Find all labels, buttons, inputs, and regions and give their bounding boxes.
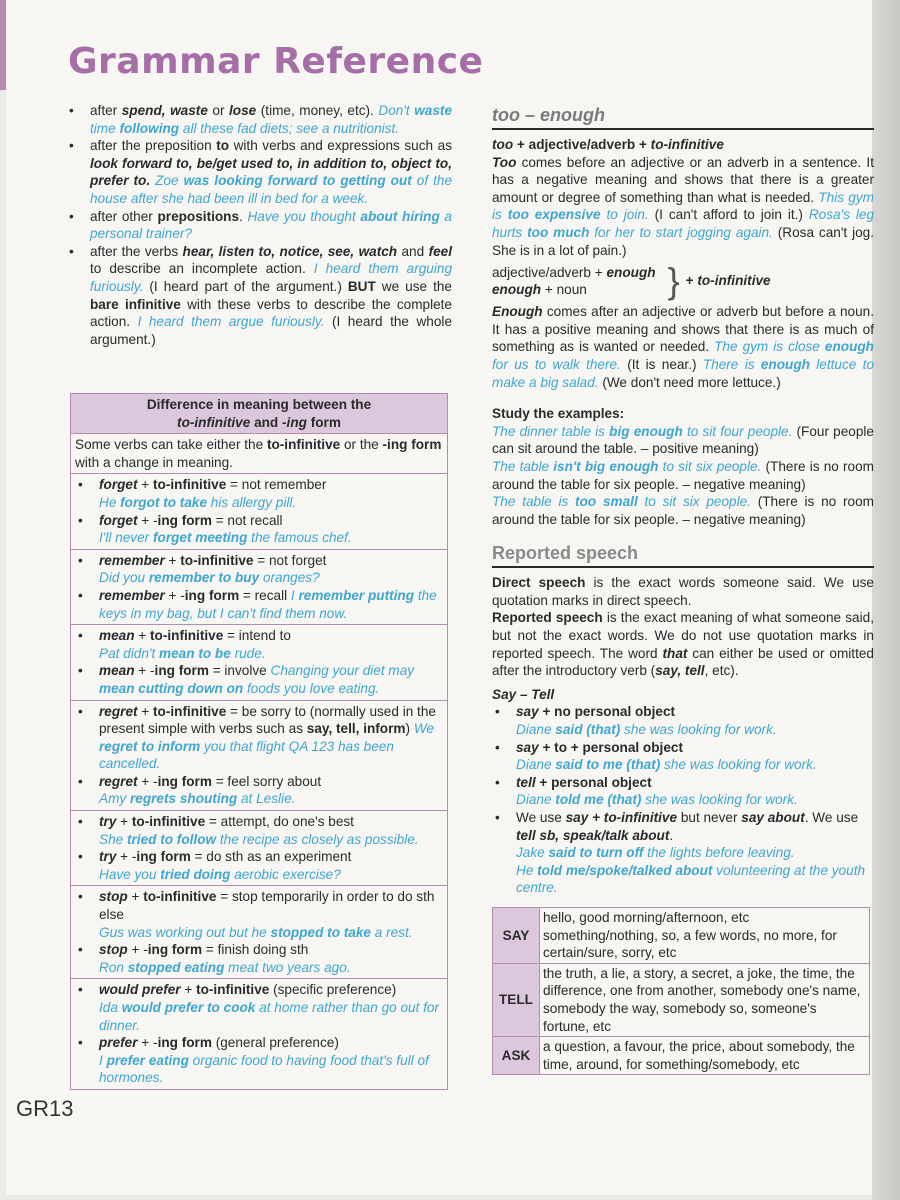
form: ing form: [157, 1035, 212, 1051]
keyword: that: [662, 645, 688, 661]
form: to-infinitive: [196, 982, 270, 998]
example-text: all these fad diets; see a nutritionist.: [179, 120, 400, 136]
form: to-infinitive: [180, 552, 254, 568]
keyword: enough: [606, 264, 656, 280]
keyword: say about: [741, 810, 805, 825]
example-keyword: enough: [760, 356, 810, 372]
example-keyword: too expensive: [507, 207, 601, 223]
text: +: [164, 552, 181, 568]
heading-text: Difference in meaning between the: [146, 397, 372, 412]
section-heading-reported-speech: Reported speech: [492, 542, 874, 568]
formula-right: [686, 272, 771, 290]
formula-enough: [492, 260, 874, 302]
text: is the exact words someone said. We use quotation marks in direct speech.: [492, 575, 874, 608]
keyword: to-infinitive: [266, 437, 341, 453]
text: after the verbs: [90, 243, 183, 259]
keyword: say, tell: [655, 663, 705, 679]
text: (Rosa can't jog. She is in a lot of pain.): [492, 224, 874, 258]
example-text: meat two years ago.: [224, 959, 351, 975]
example-keyword: isn't big enough: [553, 458, 659, 474]
example-text: She: [99, 831, 127, 847]
list-item: [75, 476, 443, 511]
say-tell-ask-table: [492, 907, 870, 1075]
form: to-infinitive: [150, 628, 224, 644]
verb: forget: [99, 512, 138, 528]
formula-text: + no personal object: [538, 704, 676, 720]
list-item: [75, 587, 443, 622]
example-keyword: regret to inform: [99, 738, 201, 754]
form: ing form: [136, 849, 191, 865]
keyword: too: [492, 137, 514, 152]
heading-text: form: [306, 414, 341, 430]
table-value-cell: hello, good morning/afternoon, etc something/nothing, so, a few words, no more, for certain/sure, sorry, etc: [540, 907, 870, 963]
verb: try: [99, 849, 117, 865]
list-item: [75, 773, 443, 808]
verb: mean: [99, 628, 135, 644]
example-keyword: stopped to take: [270, 924, 371, 940]
formula-text: + adjective/adverb +: [513, 137, 651, 152]
verb: try: [99, 814, 117, 830]
verb-section-forget: [71, 474, 447, 549]
text: + -: [137, 773, 158, 789]
example-text: the famous chef.: [247, 530, 352, 546]
meaning: = feel sorry about: [211, 773, 322, 789]
list-item: [75, 813, 443, 848]
example-text: the lights before leaving.: [643, 845, 795, 861]
form: ing form: [147, 942, 203, 958]
table-value-cell: the truth, a lie, a story, a secret, a joke, the time, the difference, one from another, somebody one's name, somebody the way, somebody so, someone's fortune, etc: [540, 963, 870, 1036]
say-tell-list: [492, 703, 874, 897]
keyword: Direct speech: [492, 575, 586, 591]
paragraph-too: [492, 154, 874, 260]
page-number: GR13: [16, 1096, 74, 1121]
text: or: [207, 103, 230, 118]
list-item: [66, 102, 452, 137]
example-text: for her to start jogging again.: [589, 224, 773, 240]
verb: remember: [99, 587, 165, 603]
verb: forget: [99, 477, 138, 493]
example-text: We: [413, 721, 434, 737]
table-row: [493, 963, 870, 1036]
text: is the exact meaning of what someone said, but not the exact words. We do not use quotation marks in reported speech. The word: [492, 610, 874, 661]
verb-section-try: [71, 811, 447, 886]
meaning: (specific preference): [269, 982, 397, 998]
example-keyword: following: [119, 120, 180, 136]
table-key-cell: ASK: [493, 1037, 540, 1075]
text: +: [134, 628, 151, 644]
example-keyword: remember to buy: [148, 570, 260, 586]
example-text: I: [99, 1052, 107, 1068]
example-keyword: big enough: [609, 423, 683, 439]
example-text: she was looking for work.: [641, 792, 798, 808]
form: to-infinitive: [131, 814, 206, 830]
example-keyword: said (that): [555, 722, 621, 738]
text: + -: [116, 849, 137, 865]
example-text: Zoe: [155, 173, 184, 189]
verb: regret: [99, 703, 138, 719]
example-text: the recipe as closely as possible.: [216, 831, 419, 847]
form: ing form: [157, 773, 212, 789]
example-text: you that flight QA 123 has been cancelled.: [99, 738, 394, 772]
list-item: [492, 809, 874, 897]
example-text: Did you: [99, 570, 149, 586]
text: (I heard part of the argument.): [143, 278, 348, 294]
example-keyword: mean to be: [159, 645, 231, 661]
say-tell-heading: Say – Tell: [492, 686, 555, 702]
example-keyword: enough: [824, 339, 874, 355]
keyword: to: [216, 138, 230, 154]
example-text: volunteering at the youth centre.: [516, 862, 866, 896]
example-text: I heard them argue furiously.: [137, 314, 325, 330]
keyword: tell sb, speak/talk about: [516, 827, 670, 843]
list-item: [75, 627, 443, 662]
example-text: Pat didn't: [99, 645, 160, 661]
formula-text: +: [685, 273, 698, 289]
example-text: to join.: [600, 207, 649, 223]
example-text: lettuce to make a big salad.: [492, 356, 875, 390]
form: to-infinitive: [153, 703, 227, 719]
example-text: Have you thought: [247, 208, 361, 224]
list-item: [492, 774, 874, 809]
verb-section-regret: [71, 701, 447, 812]
meaning: = involve: [208, 663, 271, 679]
example-keyword: regrets shouting: [129, 791, 238, 807]
table-key-cell: SAY: [493, 907, 540, 963]
verb-section-remember: [71, 550, 447, 625]
text: we use the: [375, 278, 452, 294]
keyword: hear, listen to, notice, see, watch: [182, 243, 398, 259]
example-keyword: forgot to take: [120, 494, 208, 510]
list-item: [75, 848, 443, 883]
example-keyword: said to turn off: [548, 845, 644, 861]
example-keyword: tried doing: [160, 866, 231, 882]
study-heading: Study the examples:: [492, 406, 625, 422]
meaning: = recall: [239, 587, 291, 603]
text: + -: [137, 512, 158, 528]
verb: stop: [99, 889, 128, 905]
form: to-infinitive: [153, 477, 227, 493]
keyword: to-infinitive: [177, 414, 251, 430]
example-text: The gym is close: [714, 339, 825, 355]
text: with verbs and expressions such as: [229, 138, 452, 154]
brace-icon: }: [667, 260, 680, 302]
example-text: aerobic exercise?: [230, 866, 341, 882]
example-keyword: told me (that): [555, 792, 642, 808]
meaning: = stop temporarily in order to do sth else: [99, 889, 435, 923]
text: , etc).: [704, 663, 739, 679]
text: + -: [134, 663, 155, 679]
text: +: [137, 703, 154, 719]
example-text: The dinner table is: [492, 423, 610, 439]
verb: stop: [99, 942, 128, 958]
text: +: [127, 889, 144, 905]
example-text: The table is: [492, 494, 576, 510]
meaning: = do sth as an experiment: [190, 849, 352, 865]
formula-text: + to + personal object: [538, 739, 683, 755]
example-text: to sit six people.: [658, 458, 762, 474]
formula-too: [492, 136, 874, 154]
keyword: say: [516, 739, 539, 755]
keyword: -ing form: [382, 437, 442, 453]
example-text: Have you: [99, 866, 161, 882]
list-item: [66, 137, 452, 207]
list-item: [75, 662, 443, 697]
meaning: = attempt, do one's best: [205, 814, 354, 830]
text: .: [239, 208, 248, 224]
verb-section-prefer: [71, 979, 447, 1089]
keyword: say + to-infinitive: [565, 810, 678, 825]
keyword: to-infinitive: [697, 273, 771, 289]
list-item: [492, 703, 874, 738]
example-keyword: remember putting: [298, 587, 415, 603]
text: +: [116, 814, 132, 830]
verb: mean: [99, 663, 135, 679]
example-text: she was looking for work.: [660, 757, 817, 773]
heading-text: and: [250, 414, 283, 430]
example-text: oranges?: [259, 570, 320, 586]
meaning: = not remember: [226, 477, 327, 493]
example-keyword: prefer eating: [106, 1052, 189, 1068]
formula-text: + noun: [541, 282, 587, 298]
example-text: to sit four people.: [682, 423, 793, 439]
list-item: [75, 1034, 443, 1087]
example-text: The table: [492, 458, 554, 474]
keyword: Enough: [492, 304, 543, 320]
keyword: say: [516, 704, 539, 720]
keyword: bare infinitive: [90, 296, 181, 312]
table-value-cell: a question, a favour, the price, about somebody, the time, around, for something/somebody, etc: [540, 1037, 870, 1075]
paragraph-direct-speech: [492, 574, 874, 609]
list-item: [75, 888, 443, 941]
text: (There is no room around the table for six people. – negative meaning): [492, 494, 874, 527]
text: (We don't need more lettuce.): [598, 374, 781, 390]
example-text: Amy: [99, 791, 130, 807]
example-text: Rosa's leg hurts: [492, 207, 875, 240]
example-text: a rest.: [370, 924, 413, 940]
form: to-infinitive: [143, 889, 217, 905]
example-keyword: stopped eating: [127, 959, 225, 975]
keyword: enough: [492, 282, 542, 298]
text: can either be used or omitted after the introductory verb (: [492, 645, 874, 679]
text: comes before an adjective or an adverb in a sentence. It has a negative meaning and shows that there is a greater amount or degree of something than what is needed.: [492, 154, 874, 205]
example-keyword: forget meeting: [152, 530, 248, 546]
paragraph-reported-speech: [492, 609, 874, 679]
verb: would prefer: [99, 982, 181, 998]
text: after other: [90, 208, 158, 224]
right-column: [492, 104, 874, 1075]
example-text: rude.: [230, 645, 266, 661]
text: (time, money, etc).: [256, 103, 379, 118]
verb: remember: [99, 552, 165, 568]
text: .: [669, 827, 674, 843]
keyword: Too: [492, 154, 517, 170]
paragraph-enough: [492, 303, 874, 391]
example-text: Ron: [99, 959, 128, 975]
keyword: prepositions: [157, 208, 240, 224]
meaning: = not recall: [211, 512, 283, 528]
example-text: Changing your diet may: [270, 663, 415, 679]
example-text: of the house after she had been ill in bed for a week.: [90, 173, 453, 206]
text: + -: [137, 1035, 158, 1051]
example-keyword: waste: [414, 103, 452, 118]
text: (There is no room around the table for six people. – negative meaning): [492, 458, 874, 492]
list-item: [75, 703, 443, 773]
example-text: Gus was working out but he: [99, 924, 271, 940]
keyword: spend, waste: [121, 103, 208, 118]
meaning: ): [405, 721, 414, 737]
text: after: [90, 103, 122, 118]
example-text: his allergy pill.: [207, 494, 297, 510]
difference-heading: [71, 394, 447, 434]
example-keyword: told me/spoke/talked about: [537, 862, 713, 878]
example-keyword: would prefer to cook: [121, 1000, 256, 1015]
example-text: I heard them arguing furiously.: [90, 261, 453, 294]
form: ing form: [184, 587, 240, 603]
text: (Four people can sit around the table. – positive meaning): [492, 423, 874, 457]
example-keyword: tried to follow: [126, 831, 217, 847]
example-text: a personal trainer?: [90, 208, 452, 242]
text: +: [137, 477, 154, 493]
list-item: [75, 981, 443, 1034]
example-text: Don't: [378, 103, 415, 118]
example-text: the keys in my bag, but I can't find them now.: [99, 587, 437, 621]
example-text: Diane: [516, 792, 556, 808]
meaning: = not forget: [253, 552, 327, 568]
keyword: say, tell, inform: [306, 721, 406, 737]
text: after the preposition: [90, 138, 217, 154]
verb-section-mean: [71, 625, 447, 700]
example-text: for us to walk there.: [492, 356, 621, 372]
meaning: = finish doing sth: [202, 942, 309, 958]
example-text: This gym is: [492, 189, 874, 223]
formula-text: adjective/adverb +: [492, 264, 607, 280]
verb: prefer: [99, 1035, 138, 1051]
table-row: [493, 1037, 870, 1075]
text: but never: [677, 810, 742, 825]
table-key-cell: TELL: [493, 963, 540, 1036]
text: comes after an adjective or adverb but before a noun. It has a positive meaning and shows that there is as much of something as is wanted or needed.: [492, 304, 874, 355]
text: We use: [516, 810, 566, 825]
verb-section-stop: [71, 886, 447, 979]
example-keyword: said to me (that): [555, 757, 661, 773]
text: to describe an incomplete action.: [90, 261, 314, 277]
list-item: [492, 739, 874, 774]
example-keyword: too small: [575, 494, 638, 510]
example-keyword: too much: [527, 224, 590, 240]
keyword: Reported speech: [492, 610, 603, 626]
text: with these verbs to describe the complete action.: [90, 296, 452, 330]
list-item: [66, 243, 452, 349]
keyword: to-infinitive: [650, 137, 724, 152]
text: + -: [164, 587, 185, 603]
example-keyword: was looking forward to getting out: [183, 173, 412, 189]
text: Some verbs can take either the: [75, 437, 267, 453]
page-title: Grammar Reference: [68, 41, 484, 82]
formula-left: [492, 264, 656, 299]
meaning: = be sorry to (normally used in the present simple with verbs such as: [99, 703, 436, 737]
keyword: -ing: [282, 414, 307, 430]
meaning: = intend to: [223, 628, 291, 644]
text: (It is near.): [620, 356, 703, 372]
example-text: There is: [702, 356, 761, 372]
text: with a change in meaning.: [75, 454, 233, 470]
list-item: [75, 552, 443, 587]
meaning: (general preference): [211, 1035, 339, 1051]
text: and: [397, 243, 429, 259]
text: (I can't afford to join it.): [648, 207, 809, 223]
example-keyword: about hiring: [360, 208, 440, 224]
keyword: BUT: [347, 278, 376, 294]
example-keyword: mean cutting down on: [99, 680, 244, 696]
keyword: lose: [229, 103, 257, 118]
example-text: Diane: [516, 722, 556, 738]
example-text: Diane: [516, 757, 556, 773]
example-text: to sit six people.: [637, 494, 751, 510]
table-row: [493, 907, 870, 963]
example-text: organic food to having food that's full of hormones.: [99, 1052, 429, 1086]
verb: regret: [99, 773, 138, 789]
keyword: look forward to, be/get used to, in addition to, object to, prefer to.: [90, 155, 452, 189]
section-heading-too-enough: too – enough: [492, 104, 874, 130]
example-text: Jake: [516, 845, 549, 861]
example-text: He: [516, 862, 538, 878]
text: (I heard the whole argument.): [90, 314, 453, 347]
keyword: feel: [428, 243, 453, 259]
text: . We use: [804, 810, 859, 825]
example-text: she was looking for work.: [620, 722, 777, 738]
keyword: tell: [516, 774, 536, 790]
form: ing form: [154, 663, 209, 679]
formula-text: + personal object: [535, 774, 652, 790]
study-examples: [492, 423, 874, 529]
list-item: [75, 941, 443, 976]
text: + -: [127, 942, 148, 958]
example-text: at Leslie.: [237, 791, 296, 807]
list-item: [66, 208, 452, 243]
example-text: time: [90, 120, 120, 136]
form: ing form: [157, 512, 212, 528]
left-column: [66, 102, 452, 348]
example-text: I: [290, 587, 299, 603]
example-text: Ida: [99, 1000, 122, 1015]
example-text: at home rather than go out for dinner.: [99, 1000, 440, 1033]
text: +: [180, 982, 197, 998]
example-text: He: [99, 494, 121, 510]
text: or the: [340, 437, 383, 453]
difference-intro: [71, 434, 447, 474]
example-text: foods you love eating.: [243, 680, 380, 696]
example-text: I'll never: [99, 530, 153, 546]
page-gutter: [872, 0, 900, 1200]
difference-box: [70, 393, 448, 1090]
list-item: [75, 512, 443, 547]
